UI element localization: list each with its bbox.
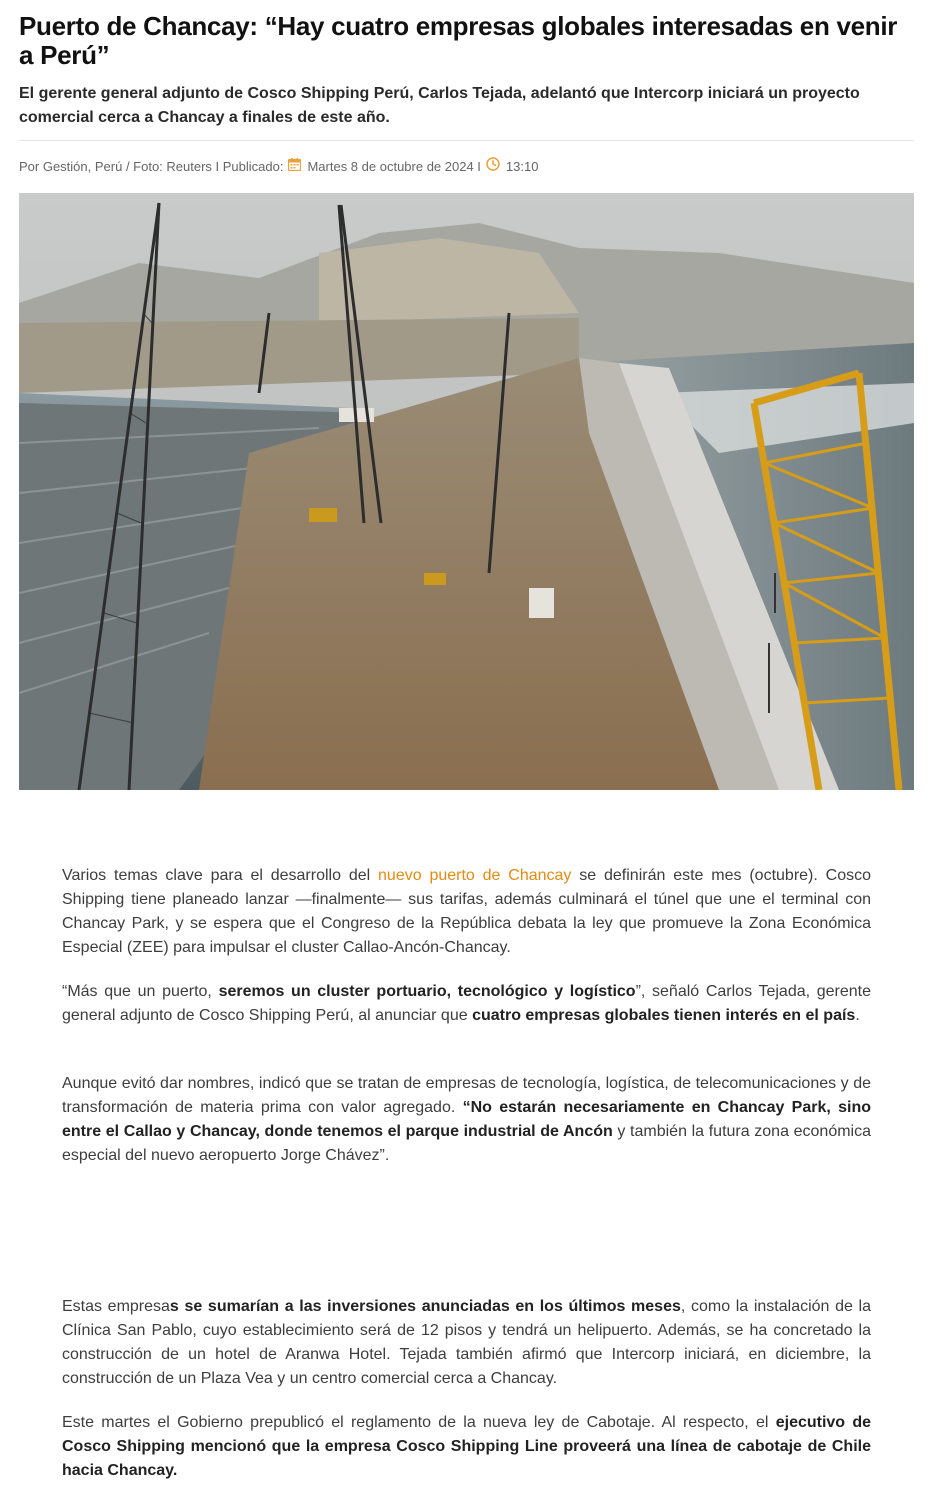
p3-bold-1: “No estarán necesariamente en Chancay Park, sino entre el Callao y Chancay, donde tenemos el parque industrial de Ancón [62,1099,872,1140]
p2-bold-2: cuatro empresas globales tienen interés en el país [472,1007,856,1024]
byline-credit: Por Gestión, Perú / Foto: Reuters I Publicado: [19,158,284,174]
hero-photo [19,193,914,790]
publish-time: 13:10 [505,158,539,174]
paragraph-1 [62,864,871,960]
p3-text-2: y también la futura zona económica especial del nuevo aeropuerto Jorge Chávez”. [62,1123,871,1164]
p4-text-1: Estas empresa [62,1298,170,1315]
p2-text-3: . [855,1007,860,1024]
p4-text-2: , como la instalación de la Clínica San Pablo, cuyo establecimiento será de 12 pisos y tendrá un helipuerto. Además, se ha concretado la construcción de un hotel de Aranwa Hotel. Tejada también afirmó que Intercorp iniciará, en diciembre, la construcción de un Plaza Vea y un centro comercial cerca a Chancay. [62,1298,872,1387]
article-header [19,0,914,790]
p4-bold-1: s se sumarían a las inversiones anunciadas en los últimos meses [169,1298,681,1315]
paragraph-3 [62,1072,871,1168]
p1-text-2: se definirán este mes (octubre). Cosco Shipping tiene planeado lanzar —finalmente— sus tarifas, además culminará el túnel que une el terminal con Chancay Park, y se espera que el Congreso de la República debata la ley que promueve la Zona Económica Especial (ZEE) para impulsar el cluster Callao-Ancón-Chancay. [62,867,872,956]
byline [19,157,914,176]
p2-bold-1: seremos un cluster portuario, tecnológico y logístico [218,983,636,1000]
paragraph-5 [62,1411,871,1483]
headline: Puerto de Chancay: “Hay cuatro empresas globales interesadas en venir a Perú” [19,11,898,70]
p2-text-2: ”, señaló Carlos Tejada, gerente general adjunto de Cosco Shipping Perú, al anunciar que [62,983,872,1024]
publish-date: Martes 8 de octubre de 2024 I [307,158,481,174]
chancay-port-link[interactable]: nuevo puerto de Chancay [378,867,572,884]
p5-text-1: Este martes el Gobierno prepublicó el reglamento de la nueva ley de Cabotaje. Al respecto, el [62,1414,776,1431]
p3-text-1: Aunque evitó dar nombres, indicó que se tratan de empresas de tecnología, logística, de telecomunicaciones y de transformación de materia prima con valor agregado. [62,1075,871,1116]
p5-bold-1: ejecutivo de Cosco Shipping mencionó que la empresa Cosco Shipping Line proveerá una línea de cabotaje de Chile hacia Chancay. [62,1414,871,1479]
paragraph-4 [62,1295,871,1391]
p1-text-1: Varios temas clave para el desarrollo del [62,867,379,884]
p2-text-1: “Más que un puerto, [62,983,219,1000]
clock-icon [486,157,500,176]
paragraph-2 [62,980,871,1028]
subheadline: El gerente general adjunto de Cosco Shipping Perú, Carlos Tejada, adelantó que Intercorp iniciará un proyecto comercial cerca a Chancay a finales de este año. [19,85,860,126]
header-divider [19,140,914,141]
calendar-icon [288,158,301,176]
